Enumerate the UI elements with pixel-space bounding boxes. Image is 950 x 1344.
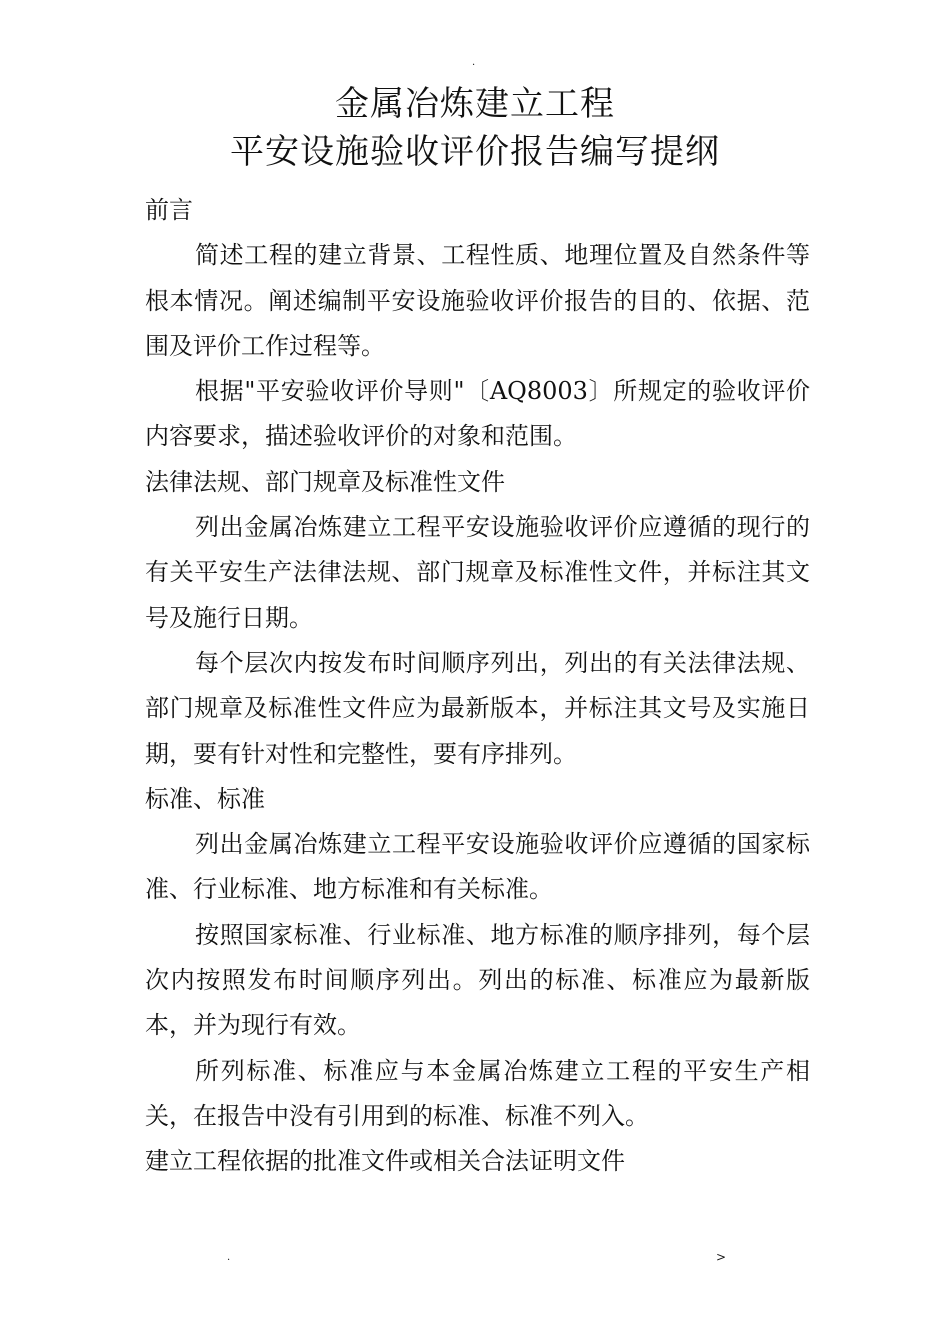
paragraph: 列出金属冶炼建立工程平安设施验收评价应遵循的现行的有关平安生产法律法规、部门规章及标准性文件，并标注其文号及施行日期。 [145,513,810,632]
section-laws-regulations [145,460,810,777]
section-preface [145,188,810,460]
title-line-1: 金属冶炼建立工程 [335,84,615,124]
title-line-2: 平安设施验收评价报告编写提纲 [230,132,720,172]
paragraph: 按照国家标准、行业标准、地方标准的顺序排列，每个层次内按照发布时间顺序列出。列出的标准、标准应为最新版本，并为现行有效。 [145,920,810,1040]
document-title [0,80,950,176]
section-heading: 建立工程依据的批准文件或相关合法证明文件 [145,1147,625,1176]
paragraph: 列出金属冶炼建立工程平安设施验收评价应遵循的国家标准、行业标准、地方标准和有关标准。 [145,830,810,904]
section-approval-documents [145,1139,810,1184]
footer-mark-left: . [227,1252,231,1263]
section-standards [145,777,810,1139]
paragraph: 所列标准、标准应与本金属冶炼建立工程的平安生产相关，在报告中没有引用到的标准、标准不列入。 [145,1056,810,1130]
header-mark: . [472,57,476,68]
section-heading: 前言 [145,196,193,224]
document-body [145,188,810,1185]
paragraph: 每个层次内按发布时间顺序列出，列出的有关法律法规、部门规章及标准性文件应为最新版本，并标注其文号及实施日期，要有针对性和完整性，要有序排列。 [145,648,810,768]
paragraph: 简述工程的建立背景、工程性质、地理位置及自然条件等根本情况。阐述编制平安设施验收评价报告的目的、依据、范围及评价工作过程等。 [145,241,810,360]
section-heading: 法律法规、部门规章及标准性文件 [145,467,505,496]
section-heading: 标准、标准 [145,784,265,813]
paragraph: 根据"平安验收评价导则"〔AQ8003〕所规定的验收评价内容要求，描述验收评价的对象和范围。 [145,377,810,451]
footer-mark-right: > [716,1250,727,1264]
